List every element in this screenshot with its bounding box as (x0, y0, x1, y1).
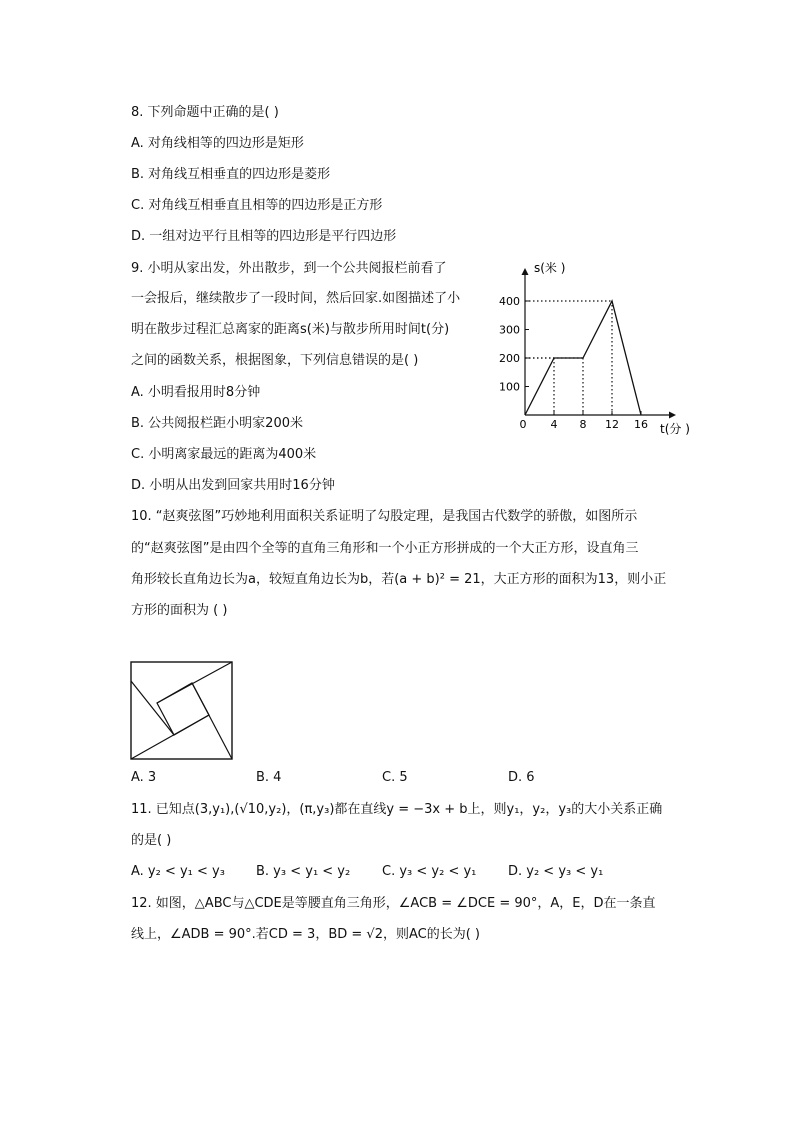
q11-option-c: C. y₃ < y₂ < y₁ (382, 864, 477, 879)
q10-stem-line-2: 的“赵爽弦图”是由四个全等的直角三角形和一个小正方形拼成的一个大正方形，设直角三 (131, 541, 639, 556)
x-axis-arrow (669, 412, 676, 419)
q12-stem-line-1: 12. 如图，△ABC与△CDE是等腰直角三角形，∠ACB = ∠DCE = 90°，A，E，D在一条直 (131, 896, 656, 911)
y-axis-label: s(米 ) (534, 261, 566, 275)
y-tick-label: 300 (499, 323, 520, 337)
inner-square (157, 683, 209, 735)
origin-label: 0 (519, 418, 527, 431)
q8-option-a: A. 对角线相等的四边形是矩形 (131, 136, 304, 151)
q9-stem-line-1: 9. 小明从家出发，外出散步，到一个公共阅报栏前看了 (131, 261, 447, 276)
x-tick-label: 8 (579, 418, 587, 431)
zhao-shuang-diagram (130, 661, 234, 761)
q9-stem-line-3: 明在散步过程汇总离家的距离s(米)与散步所用时间t(分) (131, 322, 450, 337)
outer-square (131, 662, 232, 759)
q11-stem-line-1: 11. 已知点(3,y₁),(√10,y₂)，(π,y₃)都在直线y = −3x + b上，则y₁，y₂，y₃的大小关系正确 (131, 802, 663, 817)
q9-option-c: C. 小明离家最远的距离为400米 (131, 447, 317, 462)
q8-option-c: C. 对角线互相垂直且相等的四边形是正方形 (131, 198, 383, 213)
q8-option-b: B. 对角线互相垂直的四边形是菱形 (131, 167, 331, 182)
y-tick-label: 100 (499, 380, 520, 394)
y-axis-arrow (522, 268, 529, 275)
q10-option-a: A. 3 (131, 770, 157, 785)
q9-option-b: B. 公共阅报栏距小明家200米 (131, 416, 303, 431)
q10-option-c: C. 5 (382, 770, 408, 785)
q11-option-a: A. y₂ < y₁ < y₃ (131, 864, 225, 879)
q11-option-d: D. y₂ < y₃ < y₁ (508, 864, 604, 879)
q9-stem-line-2: 一会报后，继续散步了一段时间，然后回家.如图描述了小 (131, 291, 461, 306)
y-tick-label: 400 (499, 295, 520, 308)
triangle-leg-2 (131, 715, 209, 759)
q11-stem-line-2: 的是( ) (131, 833, 172, 848)
q9-option-d: D. 小明从出发到回家共用时16分钟 (131, 478, 335, 493)
q9-option-a: A. 小明看报用时8分钟 (131, 385, 261, 400)
triangle-leg-4 (157, 662, 232, 703)
q12-stem-line-2: 线上，∠ADB = 90°.若CD = 3，BD = √2，则AC的长为( ) (131, 927, 480, 942)
triangle-leg-1 (131, 681, 174, 735)
q10-stem-line-3: 角形较长直角边长为a，较短直角边长为b，若(a + b)² = 21，大正方形的面积为13，则小正 (131, 572, 667, 587)
q10-stem-line-1: 10. “赵爽弦图”巧妙地利用面积关系证明了勾股定理，是我国古代数学的骄傲，如图所示 (131, 509, 638, 524)
q8-option-d: D. 一组对边平行且相等的四边形是平行四边形 (131, 229, 397, 244)
q10-option-b: B. 4 (256, 770, 282, 785)
q10-option-d: D. 6 (508, 770, 535, 785)
q10-stem-line-4: 方形的面积为 ( ) (131, 603, 228, 618)
x-axis-label: t(分 ) (660, 422, 690, 436)
q9-stem-line-4: 之间的函数关系，根据图象，下列信息错误的是( ) (131, 353, 419, 368)
y-tick-label: 200 (499, 352, 520, 365)
q11-option-b: B. y₃ < y₁ < y₂ (256, 864, 351, 879)
distance-time-chart (490, 255, 710, 440)
x-tick-label: 4 (550, 418, 558, 431)
q8-stem: 8. 下列命题中正确的是( ) (131, 105, 279, 120)
x-tick-label: 12 (605, 418, 619, 431)
x-tick-label: 16 (634, 418, 648, 431)
